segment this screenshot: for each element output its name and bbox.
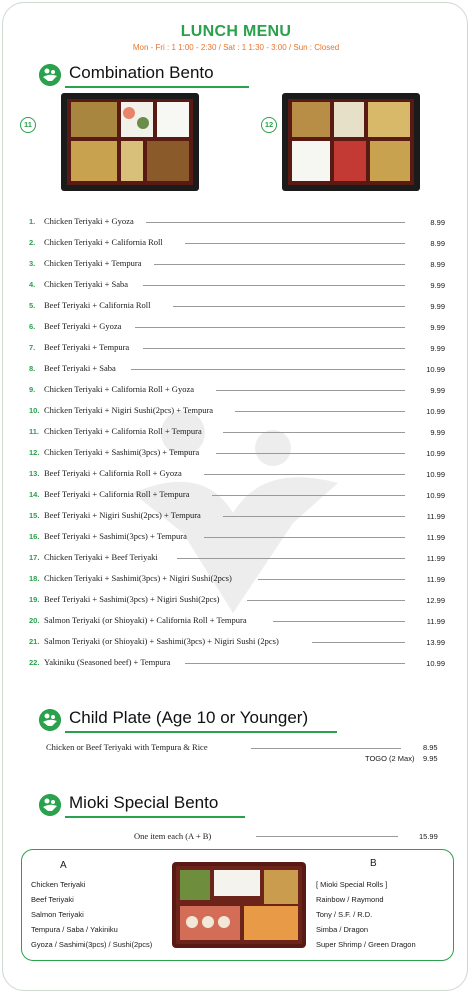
- mioki-logo-icon: [39, 64, 61, 86]
- option-item: [ Mioki Special Rolls ]: [316, 880, 388, 889]
- menu-item-name: Chicken Teriyaki + Gyoza: [44, 216, 134, 226]
- menu-item-row: [29, 216, 445, 230]
- menu-item-price: 11.99: [426, 575, 445, 584]
- togo-label: TOGO (2 Max): [365, 754, 415, 763]
- price-leader: [247, 600, 406, 601]
- menu-item-name: Salmon Teriyaki (or Shioyaki) + Sashimi(3pcs) + Nigiri Sushi (2pcs): [44, 636, 279, 646]
- column-b-heading: B: [370, 858, 377, 869]
- menu-item-row: [29, 342, 445, 356]
- menu-item-row: [29, 300, 445, 314]
- price-leader: [173, 306, 405, 307]
- menu-item-price: 10.99: [426, 449, 445, 458]
- price-leader: [131, 369, 405, 370]
- menu-item-price: 9.99: [430, 281, 445, 290]
- menu-item-number: 8.: [29, 364, 36, 373]
- menu-item-name: Chicken Teriyaki + California Roll + Tempura: [44, 426, 202, 436]
- menu-item-price: 11.99: [426, 617, 445, 626]
- price-leader: [223, 516, 405, 517]
- menu-item-number: 3.: [29, 259, 36, 268]
- menu-item-price: 8.99: [430, 218, 445, 227]
- menu-item-name: Chicken Teriyaki + Saba: [44, 279, 129, 289]
- price-leader: [154, 264, 405, 265]
- menu-item-number: 21.: [29, 637, 40, 646]
- menu-item-name: Chicken Teriyaki + Beef Teriyaki: [44, 552, 158, 562]
- menu-item-row: [29, 489, 445, 503]
- menu-item-row: [29, 552, 445, 566]
- menu-item-row: [29, 384, 445, 398]
- menu-item-row: [29, 510, 445, 524]
- option-item: Salmon Teriyaki: [31, 910, 84, 919]
- menu-item-row: [29, 405, 445, 419]
- special-item: One item each (A + B): [134, 831, 212, 841]
- price-leader: [177, 558, 405, 559]
- menu-item-row: [29, 468, 445, 482]
- menu-item-name: Chicken Teriyaki + Sashimi(3pcs) + Nigiri Sushi(2pcs): [44, 573, 232, 583]
- price-leader: [212, 495, 405, 496]
- menu-item-row: [29, 573, 445, 587]
- section-title: Combination Bento: [69, 63, 214, 82]
- price-leader: [204, 474, 405, 475]
- option-item: Gyoza / Sashimi(3pcs) / Sushi(2pcs): [31, 940, 153, 949]
- option-item: Tony / S.F. / R.D.: [316, 910, 373, 919]
- option-item: Super Shrimp / Green Dragon: [316, 940, 416, 949]
- menu-item-number: 1.: [29, 217, 36, 226]
- menu-item-row: [29, 321, 445, 335]
- bento-number-badge: 12: [261, 117, 277, 133]
- menu-item-number: 19.: [29, 595, 40, 604]
- menu-item-name: Beef Teriyaki + Gyoza: [44, 321, 122, 331]
- menu-item-number: 15.: [29, 511, 40, 520]
- menu-item-number: 4.: [29, 280, 36, 289]
- price-leader: [312, 642, 405, 643]
- section-underline: [65, 86, 249, 88]
- option-item: Rainbow / Raymond: [316, 895, 384, 904]
- special-price: 15.99: [419, 832, 438, 841]
- menu-title: LUNCH MENU: [180, 23, 292, 40]
- bento-number-badge: 11: [20, 117, 36, 133]
- menu-item-row: [29, 447, 445, 461]
- menu-item-number: 17.: [29, 553, 40, 562]
- menu-item-name: Beef Teriyaki + Sashimi(3pcs) + Nigiri Sushi(2pcs): [44, 594, 220, 604]
- menu-item-row: [29, 363, 445, 377]
- section-title: Child Plate (Age 10 or Younger): [69, 708, 309, 727]
- price-leader: [235, 411, 405, 412]
- bento-box-photo-icon: [282, 93, 420, 191]
- price-leader: [135, 327, 405, 328]
- bento-box-photo-icon: [61, 93, 199, 191]
- child-plate-price: 8.95: [423, 743, 438, 752]
- price-leader: [273, 621, 405, 622]
- menu-item-row: [29, 426, 445, 440]
- menu-item-number: 11.: [29, 427, 40, 436]
- menu-item-name: Beef Teriyaki + California Roll + Tempura: [44, 489, 190, 499]
- menu-item-price: 10.99: [426, 407, 445, 416]
- menu-item-name: Beef Teriyaki + Tempura: [44, 342, 130, 352]
- menu-item-name: Salmon Teriyaki (or Shioyaki) + California Roll + Tempura: [44, 615, 247, 625]
- mioki-logo-icon: [39, 794, 61, 816]
- menu-item-row: [29, 237, 445, 251]
- menu-item-price: 9.99: [430, 386, 445, 395]
- menu-item-name: Chicken Teriyaki + California Roll: [44, 237, 163, 247]
- mioki-logo-icon: [39, 709, 61, 731]
- menu-item-number: 2.: [29, 238, 36, 247]
- price-leader: [143, 285, 405, 286]
- menu-item-price: 10.99: [426, 470, 445, 479]
- menu-item-name: Chicken Teriyaki + Sashimi(3pcs) + Tempura: [44, 447, 200, 457]
- menu-item-price: 11.99: [426, 554, 445, 563]
- menu-item-price: 9.99: [430, 302, 445, 311]
- menu-item-number: 10.: [29, 406, 40, 415]
- menu-item-row: [29, 258, 445, 272]
- menu-item-price: 10.99: [426, 659, 445, 668]
- menu-item-price: 13.99: [426, 638, 445, 647]
- menu-item-row: [29, 636, 445, 650]
- price-leader: [146, 222, 405, 223]
- price-leader: [204, 537, 405, 538]
- child-plate-item: Chicken or Beef Teriyaki with Tempura & Rice: [46, 742, 208, 752]
- menu-item-name: Chicken Teriyaki + Tempura: [44, 258, 142, 268]
- menu-item-price: 10.99: [426, 365, 445, 374]
- menu-item-number: 12.: [29, 448, 40, 457]
- menu-item-price: 11.99: [426, 533, 445, 542]
- menu-item-price: 11.99: [426, 512, 445, 521]
- option-item: Chicken Teriyaki: [31, 880, 86, 889]
- menu-item-number: 18.: [29, 574, 40, 583]
- menu-item-number: 14.: [29, 490, 40, 499]
- business-hours: Mon - Fri : 1 1:00 - 2:30 / Sat : 1 1:30 - 3:00 / Sun : Closed: [132, 43, 340, 52]
- menu-item-price: 8.99: [430, 260, 445, 269]
- menu-item-number: 5.: [29, 301, 36, 310]
- menu-item-number: 6.: [29, 322, 36, 331]
- menu-item-name: Beef Teriyaki + Saba: [44, 363, 116, 373]
- menu-item-price: 12.99: [426, 596, 445, 605]
- menu-item-row: [29, 279, 445, 293]
- column-a-heading: A: [60, 860, 67, 871]
- section-underline: [65, 731, 337, 733]
- menu-item-name: Chicken Teriyaki + Nigiri Sushi(2pcs) + Tempura: [44, 405, 214, 415]
- menu-item-name: Beef Teriyaki + California Roll: [44, 300, 151, 310]
- price-leader: [223, 432, 405, 433]
- menu-item-number: 20.: [29, 616, 40, 625]
- price-leader: [185, 663, 405, 664]
- section-header-special: [39, 793, 249, 819]
- menu-item-row: [29, 594, 445, 608]
- menu-item-name: Beef Teriyaki + Nigiri Sushi(2pcs) + Tempura: [44, 510, 201, 520]
- price-leader: [185, 243, 405, 244]
- price-leader: [216, 390, 405, 391]
- price-leader: [258, 579, 405, 580]
- section-underline: [65, 816, 245, 818]
- menu-item-price: 8.99: [430, 239, 445, 248]
- menu-item-row: [29, 615, 445, 629]
- price-leader: [216, 453, 405, 454]
- menu-item-row: [29, 657, 445, 671]
- menu-item-name: Chicken Teriyaki + California Roll + Gyoza: [44, 384, 194, 394]
- menu-item-number: 16.: [29, 532, 40, 541]
- menu-card: [2, 2, 468, 991]
- menu-item-name: Beef Teriyaki + Sashimi(3pcs) + Tempura: [44, 531, 187, 541]
- option-item: Beef Teriyaki: [31, 895, 74, 904]
- special-bento-photo-icon: [172, 862, 306, 948]
- option-item: Simba / Dragon: [316, 925, 369, 934]
- menu-item-row: [29, 531, 445, 545]
- menu-item-price: 9.99: [430, 428, 445, 437]
- menu-item-name: Beef Teriyaki + California Roll + Gyoza: [44, 468, 182, 478]
- menu-item-number: 9.: [29, 385, 36, 394]
- special-options-box: [21, 849, 454, 961]
- menu-item-price: 10.99: [426, 491, 445, 500]
- section-header-combination: [39, 63, 249, 89]
- menu-item-price: 9.99: [430, 323, 445, 332]
- menu-item-number: 22.: [29, 658, 40, 667]
- option-item: Tempura / Saba / Yakiniku: [31, 925, 118, 934]
- menu-item-name: Yakiniku (Seasoned beef) + Tempura: [44, 657, 171, 667]
- section-header-child: [39, 708, 339, 734]
- price-leader: [143, 348, 405, 349]
- section-title: Mioki Special Bento: [69, 793, 219, 812]
- price-leader: [256, 836, 398, 837]
- togo-price: 9.95: [423, 754, 438, 763]
- menu-item-price: 9.99: [430, 344, 445, 353]
- price-leader: [251, 748, 401, 749]
- menu-item-number: 7.: [29, 343, 36, 352]
- menu-item-number: 13.: [29, 469, 40, 478]
